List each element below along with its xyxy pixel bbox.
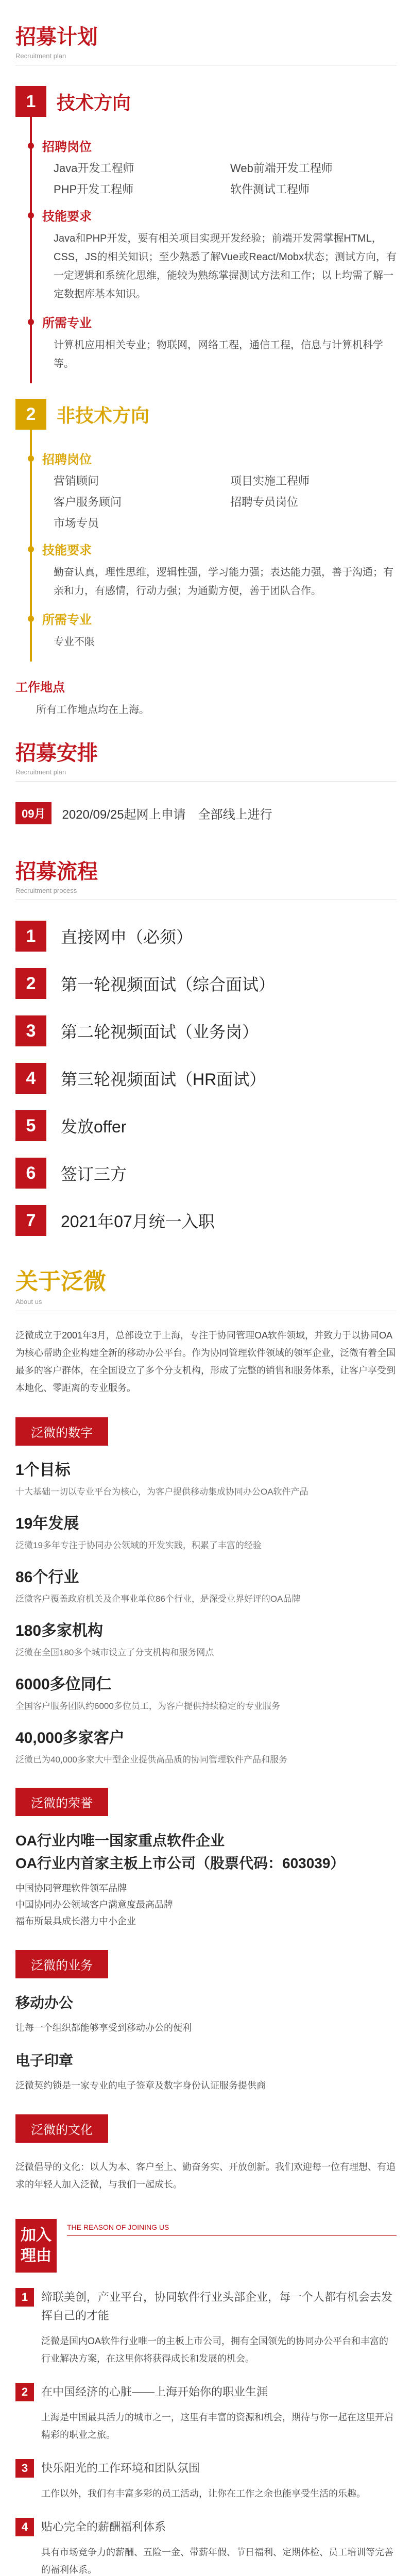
nontech-req-head: 技能要求	[48, 540, 397, 558]
nontech-positions-list	[48, 472, 397, 531]
nontech-major-text: 专业不限	[54, 636, 95, 648]
tech-body	[30, 117, 397, 383]
flow-subtitle: Recruitment process	[15, 887, 397, 900]
fact-desc: 十大基础一切以专业平台为核心，为客户提供移动集成协同办公OA软件产品	[15, 1487, 308, 1497]
reason-title: 缔联美创，产业平台，协同软件行业头部企业，每一个人都有机会去发挥自己的才能	[41, 2291, 393, 2322]
flow-step-label: 发放offer	[61, 1117, 127, 1136]
reason-item	[15, 2288, 397, 2367]
reason-head	[15, 2459, 397, 2478]
tech-positions-head: 招聘岗位	[48, 137, 397, 155]
biz-title: 电子印章	[15, 2053, 74, 2069]
reason-title: 贴心完全的薪酬福利体系	[41, 2520, 166, 2533]
flow-step	[15, 1014, 397, 1047]
fact-item	[15, 1671, 397, 1714]
tech-req-text: Java和PHP开发，要有相关项目实现开发经验；前端开发需掌握HTML，CSS，JS的相关知识；至少熟悉了解Vue或React/Mobx状态；测试方向，有一定逻辑和系统化思维，能较为熟练掌握测试方法和工作；以上均需了解一定数据库基本知识。	[54, 233, 397, 300]
flow-list	[15, 920, 397, 1237]
join-side	[67, 2219, 397, 2236]
reason-number: 3	[15, 2459, 34, 2478]
reason-number: 4	[15, 2518, 34, 2536]
flow-step	[15, 1157, 397, 1190]
reason-head	[15, 2518, 397, 2536]
arrange-title: 招募安排	[15, 742, 98, 765]
reason-body: 工作以外，我们有丰富多彩的员工活动，让你在工作之余也能享受生活的乐趣。	[41, 2488, 366, 2499]
tech-title: 技术方向	[57, 92, 131, 113]
reason-item	[15, 2383, 397, 2444]
listing-title: OA行业内唯一国家重点软件企业 OA行业内首家主板上市公司（股票代码：603039）	[15, 1833, 345, 1871]
nontech-body	[30, 430, 397, 662]
reason-title: 在中国经济的心脏——上海开始你的职业生涯	[41, 2385, 268, 2398]
plan-section-head	[0, 0, 412, 71]
tech-title-row	[15, 86, 397, 117]
fact-item	[15, 1511, 397, 1553]
join-english-caption: THE REASON OF JOINING US	[67, 2223, 397, 2236]
fact-item	[15, 1725, 397, 1767]
fact-item	[15, 1618, 397, 1660]
flow-step	[15, 1204, 397, 1237]
tech-position: PHP开发工程师	[54, 183, 134, 196]
biz-desc: 让每一个组织都能够享受到移动办公的便利	[15, 2023, 192, 2033]
fact-desc: 泛微客户覆盖政府机关及企事业单位86个行业，是深受业界好评的OA品牌	[15, 1594, 301, 1604]
tech-block	[15, 86, 397, 383]
nontech-position: 市场专员	[54, 517, 99, 530]
fact-value: 40,000多家客户	[15, 1730, 125, 1747]
flow-step	[15, 920, 397, 953]
arrange-month-badge: 09月	[15, 802, 52, 824]
fact-desc: 泛微在全国180多个城市设立了分支机构和服务网点	[15, 1648, 214, 1657]
fact-value: 6000多位同仁	[15, 1676, 112, 1693]
workplace	[15, 677, 397, 716]
about-paragraph: 泛微成立于2001年3月，总部设立于上海，专注于协同管理OA软件领域，并致力于以协同OA为核心帮助企业构建全新的移动办公平台。作为协同管理软件领域的领军企业，泛微有着全国最多的客户群体，在全国设立了多个分支机构，形成了完整的销售和服务体系，让客户享受到本地化、零距离的专业服务。	[15, 1330, 396, 1393]
reason-body: 上海是中国最具活力的城市之一，这里有丰富的资源和机会，期待与你一起在这里开启精彩的职业之旅。	[41, 2412, 393, 2440]
about-subtitle: About us	[15, 1298, 397, 1311]
bullet-dot-icon	[28, 546, 34, 552]
fact-value: 180多家机构	[15, 1622, 104, 1639]
reason-body: 具有市场竞争力的薪酬、五险一金、带薪年假、节日福利、定期体检、员工培训等完善的福利体系。	[41, 2547, 393, 2575]
workplace-label: 工作地点	[15, 681, 65, 694]
join-badge: 加入理由	[15, 2219, 57, 2273]
bullet-dot-icon	[28, 212, 34, 218]
nontech-block	[15, 399, 397, 662]
reason-number: 1	[15, 2288, 34, 2307]
flow-step	[15, 1062, 397, 1095]
nontech-position: 客户服务顾问	[54, 496, 122, 509]
fact-value: 19年发展	[15, 1515, 79, 1532]
nontech-title: 非技术方向	[57, 404, 150, 426]
biz-title: 移动办公	[15, 1995, 74, 2011]
nontech-number-badge: 2	[15, 399, 46, 430]
nontech-position: 营销顾问	[54, 474, 99, 487]
culture-paragraph: 泛微倡导的文化：以人为本、客户至上、勤奋务实、开放创新。我们欢迎每一位有理想、有追求的年轻人加入泛微，与我们一起成长。	[15, 2162, 396, 2190]
arrange-row	[15, 802, 397, 824]
tech-major-head: 所需专业	[48, 313, 397, 331]
fact-item	[15, 1564, 397, 1606]
flow-section-head	[0, 824, 412, 905]
flow-step	[15, 967, 397, 1000]
tech-number-badge: 1	[15, 86, 46, 117]
reason-item	[15, 2459, 397, 2502]
fact-desc: 泛微已为40,000多家大中型企业提供高品质的协同管理软件产品和服务	[15, 1755, 287, 1765]
flow-step-label: 第一轮视频面试（综合面试）	[61, 975, 276, 994]
plan-subtitle: Recruitment plan	[15, 52, 397, 65]
flow-step-number: 6	[15, 1158, 46, 1189]
nontech-title-row	[15, 399, 397, 430]
tech-req-head: 技能要求	[48, 206, 397, 224]
flow-step-label: 第二轮视频面试（业务岗）	[61, 1023, 259, 1041]
arrange-section-head	[0, 716, 412, 787]
fact-desc: 全国客户服务团队约6000多位员工，为客户提供持续稳定的专业服务	[15, 1701, 280, 1711]
nontech-position: 项目实施工程师	[230, 474, 310, 487]
listing-desc: 中国协同管理软件领军品牌 中国协同办公领域客户满意度最高品牌 福布斯最具成长潜力中小企业	[15, 1883, 173, 1926]
biz-desc: 泛微契约锁是一家专业的电子签章及数字身份认证服务提供商	[15, 2080, 266, 2091]
join-header	[15, 2219, 397, 2273]
fact-value: 1个目标	[15, 1462, 71, 1479]
reason-number: 2	[15, 2383, 34, 2401]
flow-step-label: 签订三方	[61, 1165, 127, 1183]
arrange-text: 2020/09/25起网上申请 全部线上进行	[62, 808, 272, 822]
reason-head	[15, 2288, 397, 2325]
nontech-req-text: 勤奋认真，理性思维，逻辑性强，学习能力强；表达能力强，善于沟通；有亲和力，有感情，行动力强；为通勤方便，善于团队合作。	[54, 567, 393, 597]
numbers-tag: 泛微的数字	[15, 1417, 108, 1446]
flow-step-number: 3	[15, 1015, 46, 1046]
biz-tag: 泛微的业务	[15, 1950, 108, 1978]
workplace-value: 所有工作地点均在上海。	[36, 704, 149, 716]
bullet-dot-icon	[28, 143, 34, 149]
culture-tag: 泛微的文化	[15, 2114, 108, 2143]
flow-step-label: 2021年07月统一入职	[61, 1212, 215, 1231]
flow-step	[15, 1109, 397, 1142]
plan-title: 招募计划	[15, 26, 98, 48]
flow-step-number: 4	[15, 1063, 46, 1094]
fact-desc: 泛微19多年专注于协同办公领域的开发实践，积累了丰富的经验	[15, 1540, 262, 1550]
tech-position: Java开发工程师	[54, 162, 134, 175]
nontech-position: 招聘专员岗位	[230, 496, 299, 509]
bullet-dot-icon	[28, 319, 34, 325]
about-section-head	[0, 1237, 412, 1311]
flow-title: 招募流程	[15, 860, 98, 883]
fact-item	[15, 1457, 397, 1499]
listing-tag: 泛微的荣誉	[15, 1788, 108, 1816]
reason-title: 快乐阳光的工作环境和团队氛围	[41, 2462, 200, 2475]
flow-step-number: 2	[15, 968, 46, 999]
bullet-dot-icon	[28, 616, 34, 622]
flow-step-label: 直接网申（必须）	[61, 928, 193, 946]
flow-step-number: 5	[15, 1110, 46, 1141]
arrange-subtitle: Recruitment plan	[15, 768, 397, 782]
nontech-major-head: 所需专业	[48, 609, 397, 628]
bullet-dot-icon	[28, 455, 34, 462]
flow-step-label: 第三轮视频面试（HR面试）	[61, 1070, 266, 1089]
tech-positions-list	[48, 160, 397, 197]
about-title: 关于泛微	[15, 1269, 106, 1294]
reason-item	[15, 2518, 397, 2576]
reason-body: 泛微是国内OA软件行业唯一的主板上市公司，拥有全国领先的协同办公平台和丰富的行业解决方案，在这里你将获得成长和发展的机会。	[41, 2336, 389, 2364]
tech-position: Web前端开发工程师	[230, 162, 333, 175]
tech-position: 软件测试工程师	[230, 183, 310, 196]
reason-head	[15, 2383, 397, 2401]
fact-value: 86个行业	[15, 1569, 79, 1586]
tech-major-text: 计算机应用相关专业；物联网，网络工程，通信工程，信息与计算机科学等。	[54, 340, 383, 369]
flow-step-number: 7	[15, 1205, 46, 1236]
nontech-positions-head: 招聘岗位	[48, 449, 397, 467]
flow-step-number: 1	[15, 921, 46, 952]
